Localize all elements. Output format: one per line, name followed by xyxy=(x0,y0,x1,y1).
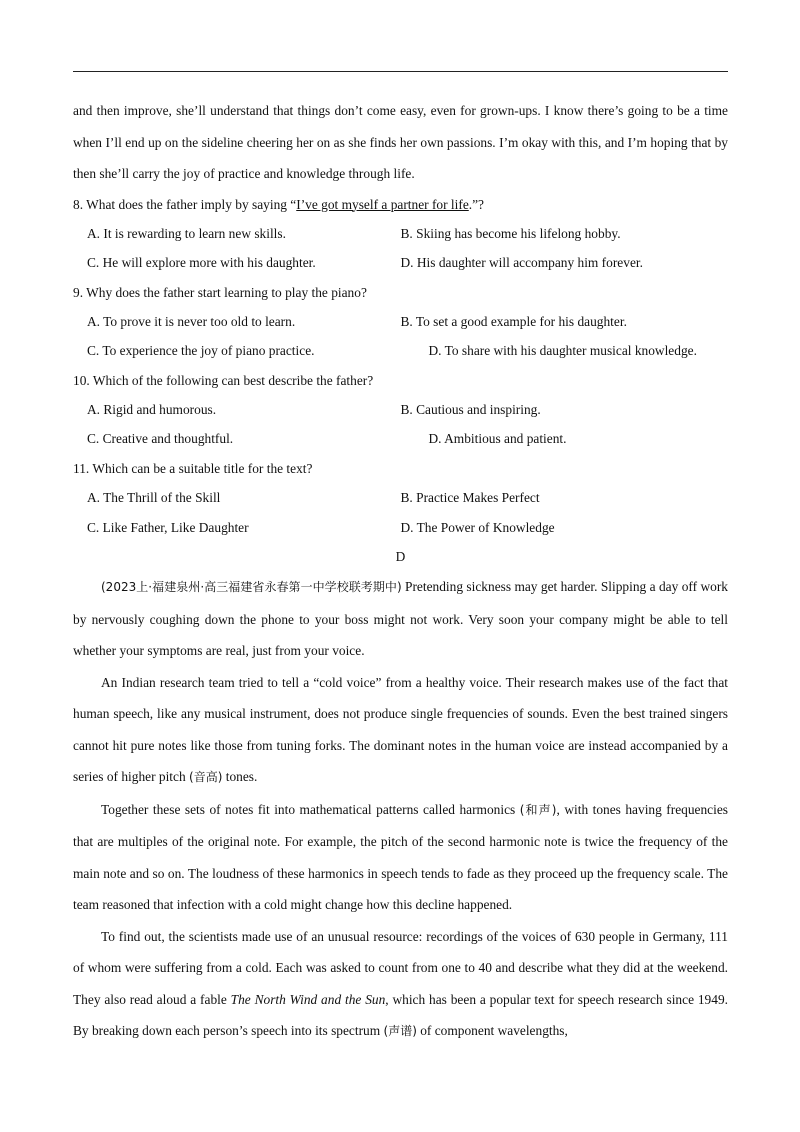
section-d-paragraph-2 xyxy=(73,667,728,794)
q8-option-d[interactable]: D. His daughter will accompany him forever. xyxy=(400,255,643,271)
section-d-paragraph-4 xyxy=(73,921,728,1048)
gloss-pitch: (音高) xyxy=(189,770,223,785)
q10-option-c[interactable]: C. Creative and thoughtful. xyxy=(87,431,234,447)
q9-option-d[interactable]: D. To share with his daughter musical knowledge. xyxy=(428,343,697,359)
question-8 xyxy=(73,190,728,219)
source-citation: (2023上·福建泉州·高三福建省永春第一中学校联考期中) xyxy=(101,580,402,595)
section-d-heading: D xyxy=(395,549,406,565)
paragraph-2-text: An Indian research team tried to tell a “cold voice” from a healthy voice. Their research makes use of the fact that human speech, like any musical instrument, does not produce single frequencies of sounds. Even the best trained singers cannot hit pure notes like those from tuning forks. The dominant notes in the human voice are instead accompanied by a series of higher pitch xyxy=(73,674,728,785)
paragraph-4-text: To find out, the scientists made use of an unusual resource: recordings of the voices of 630 people in Germany, 111 of whom were suffering from a cold. Each was asked to count from one to 40 and describe what they did at the weekend. They also read aloud a fable xyxy=(73,928,728,1007)
question-11-options xyxy=(73,483,728,542)
q8-option-c[interactable]: C. He will explore more with his daughter. xyxy=(87,255,316,271)
page-content xyxy=(73,95,728,1048)
question-10: 10. Which of the following can best describe the father? xyxy=(73,372,374,388)
q10-option-b[interactable]: B. Cautious and inspiring. xyxy=(400,401,541,417)
q9-option-c[interactable]: C. To experience the joy of piano practice. xyxy=(87,343,315,359)
q10-option-d[interactable]: D. Ambitious and patient. xyxy=(428,431,567,447)
question-8-options xyxy=(73,219,728,278)
gloss-spectrum: (声谱) xyxy=(383,1024,417,1039)
paragraph-2-text-end: tones. xyxy=(222,769,258,785)
q11-option-a[interactable]: A. The Thrill of the Skill xyxy=(87,490,221,506)
paragraph-4-text-end: of component wavelengths, xyxy=(416,1023,568,1039)
question-8-quote: I’ve got myself a partner for life xyxy=(296,196,469,212)
question-9: 9. Why does the father start learning to play the piano? xyxy=(73,284,367,300)
section-d-paragraph-3 xyxy=(73,794,728,921)
paragraph-4-text-mid: , which has been a popular text for speech research since 1949. By breaking down each person’s speech into its spectrum xyxy=(73,991,728,1039)
paragraph-3-text: Together these sets of notes fit into mathematical patterns called harmonics xyxy=(101,801,520,817)
q9-option-a[interactable]: A. To prove it is never too old to learn. xyxy=(87,313,296,329)
q9-option-b[interactable]: B. To set a good example for his daughter. xyxy=(400,313,627,329)
paragraph-1-text: Pretending sickness may get harder. Slipping a day off work by nervously coughing down the phone to your boss might not work. Very soon your company might be able to tell whether your symptoms are real, just from your voice. xyxy=(73,579,728,659)
gloss-harmonics: (和声) xyxy=(519,802,557,817)
fable-title: The North Wind and the Sun xyxy=(230,991,386,1007)
question-8-stem-end: .”? xyxy=(468,196,485,212)
question-10-options xyxy=(73,395,728,454)
question-11: 11. Which can be a suitable title for the text? xyxy=(73,461,313,477)
q11-option-b[interactable]: B. Practice Makes Perfect xyxy=(400,490,540,506)
q11-option-d[interactable]: D. The Power of Knowledge xyxy=(400,519,555,535)
paragraph-3-text-end: , with tones having frequencies that are multiples of the original note. For example, the pitch of the second harmonic note is twice the frequency of the main note and so on. The loudness of these harmonics in speech tends to fade as they proceed up the frequency scale. The team reasoned that infection with a cold might change how this decline happened. xyxy=(73,801,729,913)
section-d-paragraph-1 xyxy=(73,571,728,667)
question-9-options xyxy=(73,307,728,366)
q10-option-a[interactable]: A. Rigid and humorous. xyxy=(87,401,217,417)
question-8-stem-start: 8. What does the father imply by saying “ xyxy=(73,196,297,212)
header-rule xyxy=(73,71,728,72)
q8-option-a[interactable]: A. It is rewarding to learn new skills. xyxy=(87,225,286,241)
q11-option-c[interactable]: C. Like Father, Like Daughter xyxy=(87,519,249,535)
q8-option-b[interactable]: B. Skiing has become his lifelong hobby. xyxy=(400,225,621,241)
passage-c-ending: and then improve, she’ll understand that things don’t come easy, even for grown-ups. I know there’s going to be a time when I’ll end up on the sideline cheering her on as she finds her own passions. I’m okay with this, and I’m hoping that by then she’ll carry the joy of practice and knowledge through life. xyxy=(73,103,728,181)
